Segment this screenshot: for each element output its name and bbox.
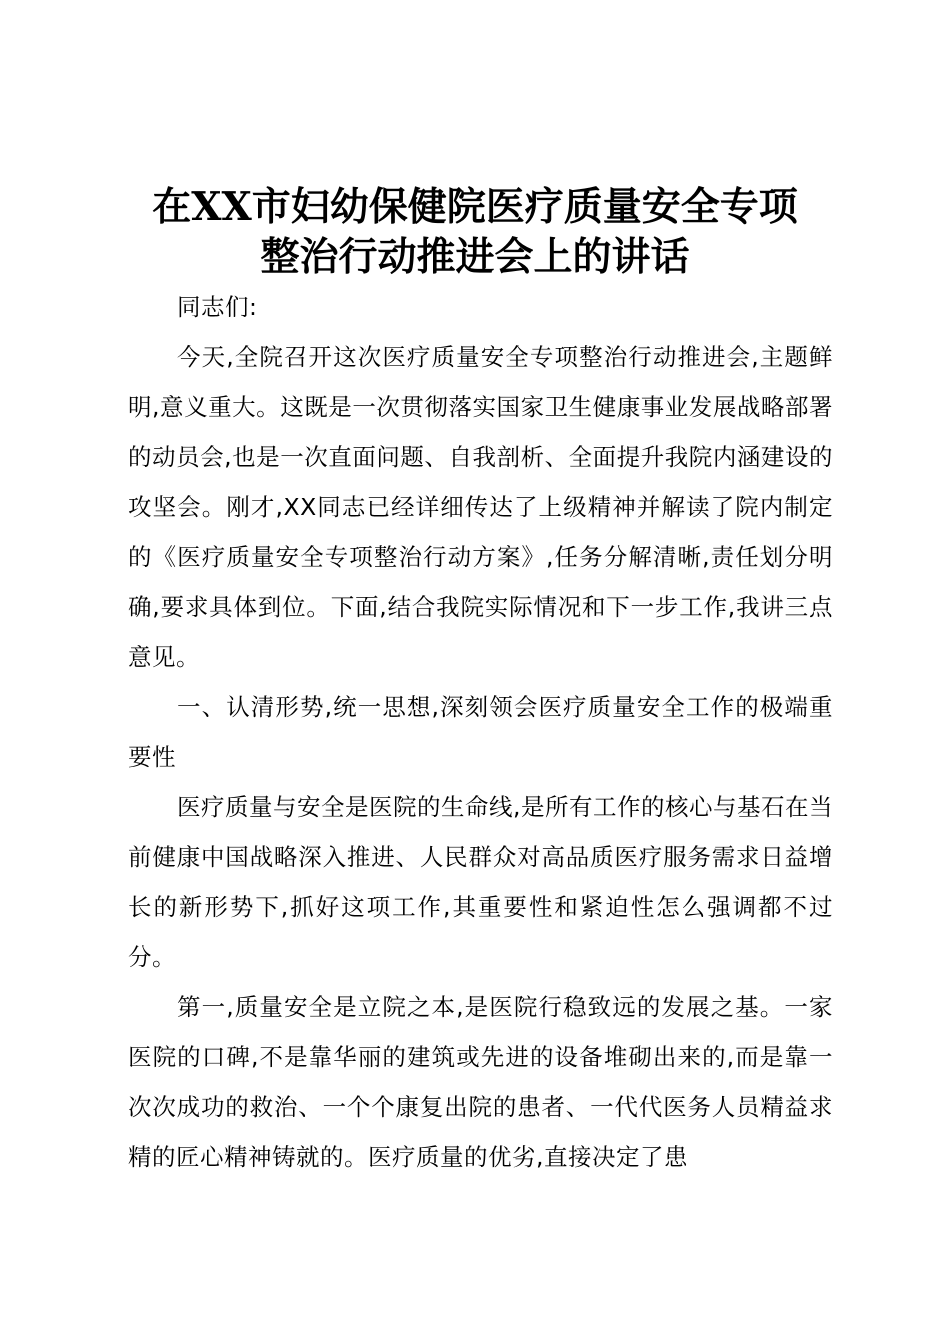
paragraph-intro: 今天,全院召开这次医疗质量安全专项整治行动推进会,主题鲜明,意义重大。这既是一次贯彻落实国家卫生健康事业发展战略部署的动员会,也是一次直面问题、自我剖析、全面提升我院内涵建设的攻坚会。刚才,XX同志已经详细传达了上级精神并解读了院内制定的《医疗质量安全专项整治行动方案》,任务分解清晰,责任划分明确,要求具体到位。下面,结合我院实际情况和下一步工作,我讲三点意见。 bbox=[128, 343, 833, 671]
greeting: 同志们: bbox=[177, 293, 258, 321]
document-title-line-2: 整治行动推进会上的讲话 bbox=[260, 234, 690, 280]
document-title-line-1: 在XX市妇幼保健院医疗质量安全专项 bbox=[152, 184, 798, 230]
section-heading-1: 一、认清形势,统一思想,深刻领会医疗质量安全工作的极端重要性 bbox=[128, 693, 833, 771]
paragraph-first-point: 第一,质量安全是立院之本,是医院行稳致远的发展之基。一家医院的口碑,不是靠华丽的建筑或先进的设备堆砌出来的,而是靠一次次成功的救治、一个个康复出院的患者、一代代医务人员精益求精的匠心精神铸就的。医疗质量的优劣,直接决定了患 bbox=[128, 993, 833, 1171]
paragraph-importance: 医疗质量与安全是医院的生命线,是所有工作的核心与基石在当前健康中国战略深入推进、人民群众对高品质医疗服务需求日益增长的新形势下,抓好这项工作,其重要性和紧迫性怎么强调都不过分。 bbox=[128, 793, 833, 971]
